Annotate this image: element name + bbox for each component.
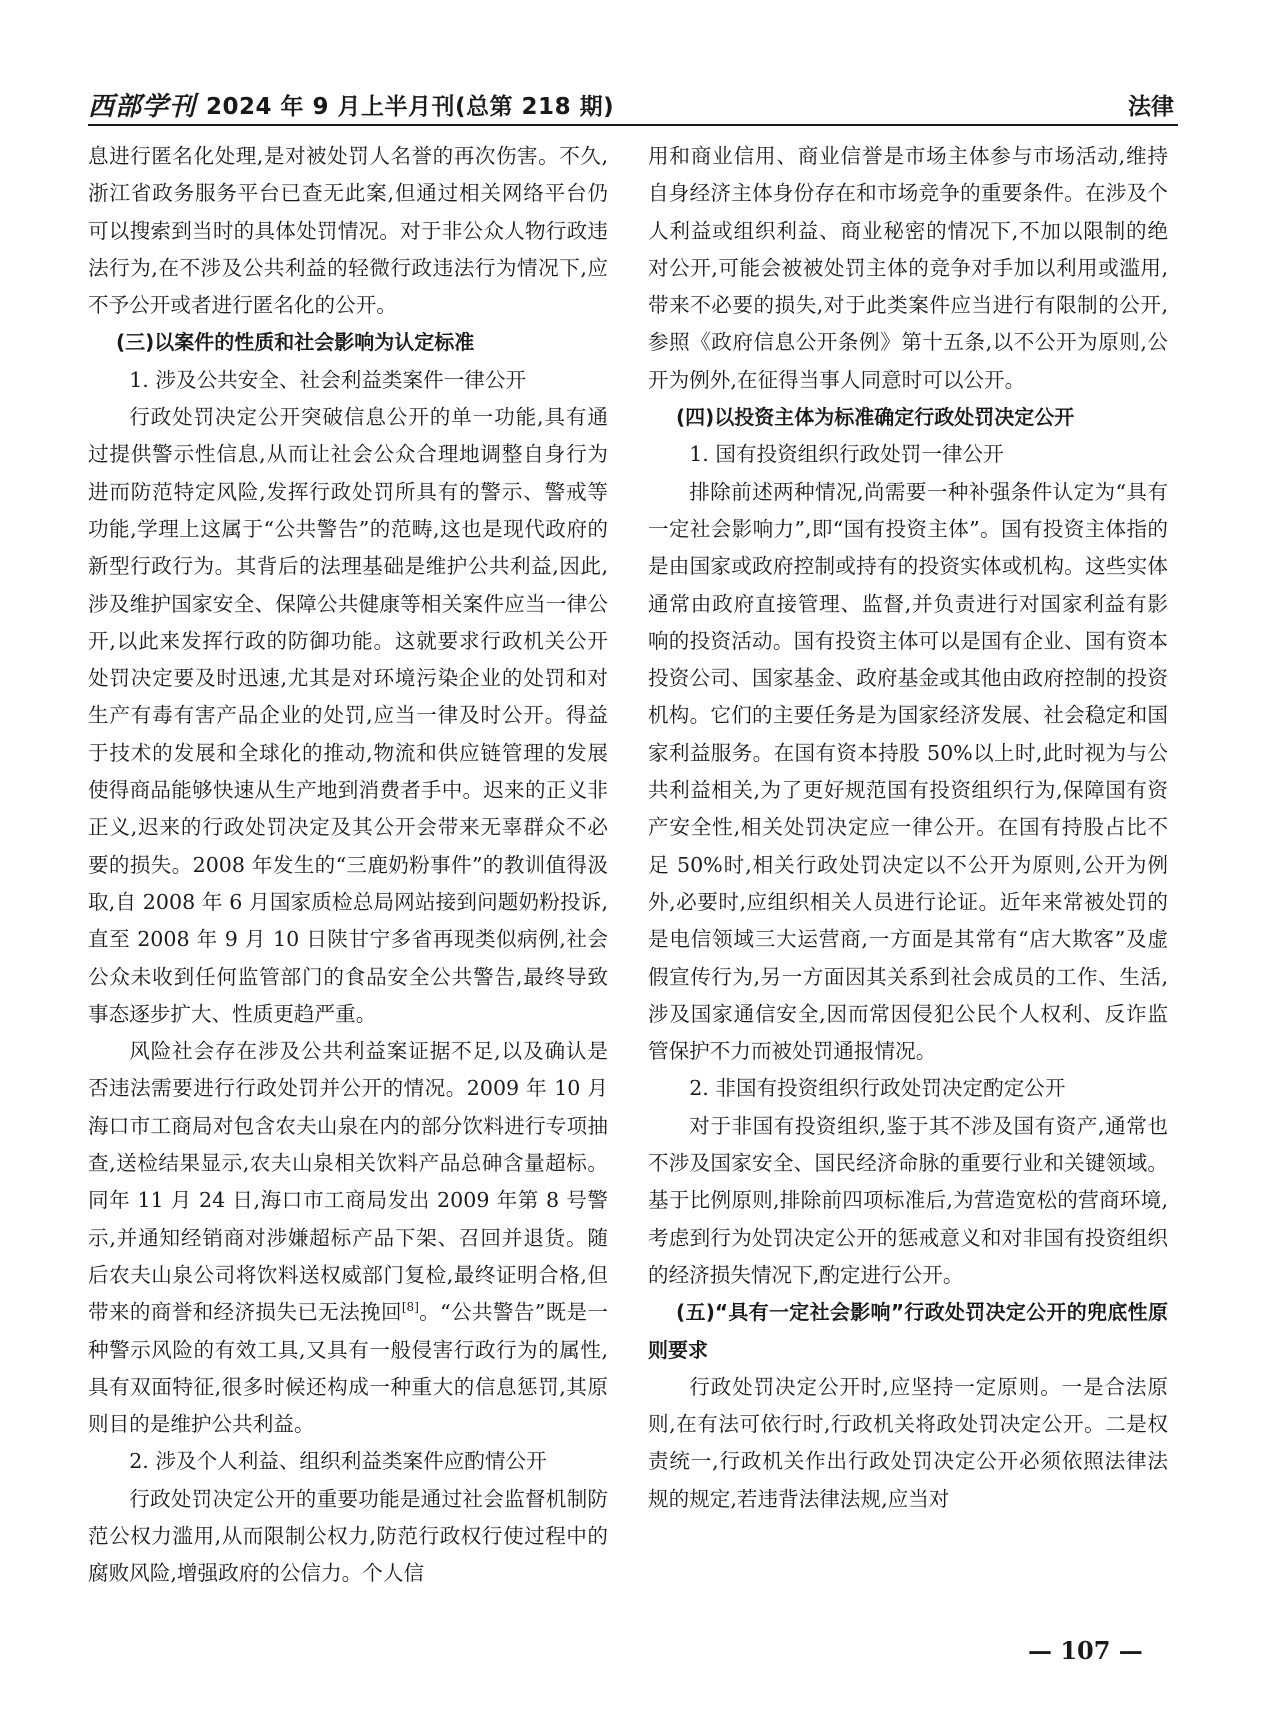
section-heading-3: (三)以案件的性质和社会影响为认定标准 — [116, 330, 475, 355]
paragraph: 排除前述两种情况,尚需要一种补强条件认定为“具有一定社会影响力”,即“国有投资主体”。国有投资主体指的是由国家或政府控制或持有的投资实体或机构。这些实体通常由政府直接管理、监督,并负责进行对国家利益有影响的投资活动。国有投资主体可以是国有企业、国有资本投资公司、国家基金、政府基金或其他由政府控制的投资机构。它们的主要任务是为国家经济发展、社会稳定和国家利益服务。在国有资本持股 50%以上时,此时视为与公共利益相关,为了更好规范国有投资组织行为,保障国有资产安全性,相关处罚决定应一律公开。在国有持股占比不足 50%时,相关行政处罚决定以不公开为原则,公开为例外,必要时,应组织相关人员进行论证。近年来常被处罚的是电信领域三大运营商,一方面是其常有“店大欺客”及虚假宣传行为,另一方面因其关系到社会成员的工作、生活,涉及国家通信安全,因而常因侵犯公民个人权利、反诈监管保护不力而被处罚通报情况。 — [648, 479, 1168, 1064]
paragraph: 行政处罚决定公开的重要功能是通过社会监督机制防范公权力滥用,从而限制公权力,防范行政权行使过程中的腐败风险,增强政府的公信力。个人信 — [88, 1486, 608, 1586]
left-column — [88, 138, 608, 1593]
subheading-1: 1. 国有投资组织行政处罚一律公开 — [689, 442, 1004, 467]
journal-logo: 西部学刊 — [88, 92, 197, 122]
right-column — [648, 138, 1168, 1518]
running-header — [88, 84, 1178, 126]
paragraph: 对于非国有投资组织,鉴于其不涉及国有资产,通常也不涉及国家安全、国民经济命脉的重要行业和关键领域。基于比例原则,排除前四项标准后,为营造宽松的营商环境,考虑到行为处罚决定公开的惩戒意义和对非国有投资组织的经济损失情况下,酌定进行公开。 — [648, 1113, 1168, 1287]
paragraph-continued: 息进行匿名化处理,是对被处罚人名誉的再次伤害。不久,浙江省政务服务平台已查无此案,但通过相关网络平台仍可以搜索到当时的具体处罚情况。对于非公众人物行政违法行为,在不涉及公共利益的轻微行政违法行为情况下,应不予公开或者进行匿名化的公开。 — [88, 144, 608, 318]
paragraph-text: 。“公共警告”既是一种警示风险的有效工具,又具有一般侵害行政行为的属性,具有双面特征,很多时候还构成一种重大的信息惩罚,其原则目的是维护公共利益。 — [88, 1300, 608, 1437]
paragraph — [88, 1033, 608, 1443]
section-label: 法律 — [1128, 94, 1174, 120]
subheading-2: 2. 非国有投资组织行政处罚决定酌定公开 — [689, 1076, 1066, 1101]
section-heading-5: (五)“具有一定社会影响”行政处罚决定公开的兜底性原则要求 — [648, 1300, 1168, 1362]
paragraph-text: 风险社会存在涉及公共利益案证据不足,以及确认是否违法需要进行行政处罚并公开的情况。2009 年 10 月海口市工商局对包含农夫山泉在内的部分饮料进行专项抽查,送检结果显示,农夫山泉相关饮料产品总砷含量超标。同年 11 月 24 日,海口市工商局发出 2009 年第 8 号警示,并通知经销商对涉嫌超标产品下架、召回并退货。随后农夫山泉公司将饮料送权威部门复检,最终证明合格,但带来的商誉和经济损失已无法挽回 — [88, 1039, 608, 1325]
page-number: — 107 — — [1028, 1636, 1143, 1665]
paragraph-continued: 用和商业信用、商业信誉是市场主体参与市场活动,维持自身经济主体身份存在和市场竞争的重要条件。在涉及个人利益或组织利益、商业秘密的情况下,不加以限制的绝对公开,可能会被被处罚主体的竞争对手加以利用或滥用,带来不必要的损失,对于此类案件应当进行有限制的公开,参照《政府信息公开条例》第十五条,以不公开为原则,公开为例外,在征得当事人同意时可以公开。 — [648, 144, 1168, 392]
section-heading-4: (四)以投资主体为标准确定行政处罚决定公开 — [676, 405, 1075, 430]
paragraph: 行政处罚决定公开突破信息公开的单一功能,具有通过提供警示性信息,从而让社会公众合理地调整自身行为进而防范特定风险,发挥行政处罚所具有的警示、警戒等功能,学理上这属于“公共警告”的范畴,这也是现代政府的新型行政行为。其背后的法理基础是维护公共利益,因此,涉及维护国家安全、保障公共健康等相关案件应当一律公开,以此来发挥行政的防御功能。这就要求行政机关公开处罚决定要及时迅速,尤其是对环境污染企业的处罚和对生产有毒有害产品企业的处罚,应当一律及时公开。得益于技术的发展和全球化的推动,物流和供应链管理的发展使得商品能够快速从生产地到消费者手中。迟来的正义非正义,迟来的行政处罚决定及其公开会带来无辜群众不必要的损失。2008 年发生的“三鹿奶粉事件”的教训值得汲取,自 2008 年 6 月国家质检总局网站接到问题奶粉投诉,直至 2008 年 9 月 10 日陕甘宁多省再现类似病例,社会公众未收到任何监管部门的食品安全公共警告,最终导致事态逐步扩大、性质更趋严重。 — [88, 405, 608, 1026]
paragraph: 行政处罚决定公开时,应坚持一定原则。一是合法原则,在有法可依行时,行政机关将政处罚决定公开。二是权责统一,行政机关作出行政处罚决定公开必须依照法律法规的规定,若违背法律法规,应当对 — [648, 1374, 1168, 1511]
issue-info: 2024 年 9 月上半月刊(总第 218 期) — [206, 94, 615, 120]
subheading-2: 2. 涉及个人利益、组织利益类案件应酌情公开 — [129, 1449, 547, 1474]
reference-mark: [8] — [401, 1300, 419, 1315]
subheading-1: 1. 涉及公共安全、社会利益类案件一律公开 — [129, 367, 527, 392]
